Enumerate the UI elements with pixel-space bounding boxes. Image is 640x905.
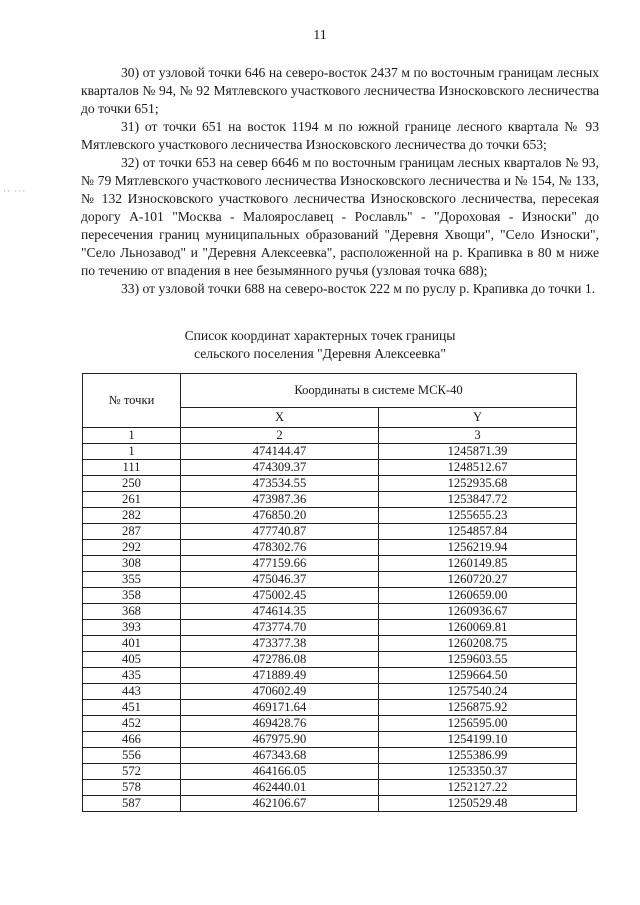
y-cell: 1260069.81 (379, 620, 577, 636)
x-cell: 472786.08 (181, 652, 379, 668)
table-row (83, 748, 577, 764)
column-number-3: 3 (379, 428, 577, 444)
paragraph-33: 33) от узловой точки 688 на северо-восток 222 м по руслу р. Крапивка до точки 1. (121, 281, 596, 296)
point-cell: 358 (83, 588, 181, 604)
table-row (83, 460, 577, 476)
y-cell: 1260720.27 (379, 572, 577, 588)
point-cell: 308 (83, 556, 181, 572)
table-row (83, 604, 577, 620)
point-cell: 556 (83, 748, 181, 764)
x-cell: 477159.66 (181, 556, 379, 572)
point-cell: 443 (83, 684, 181, 700)
table-row (83, 524, 577, 540)
table-row (83, 508, 577, 524)
x-cell: 470602.49 (181, 684, 379, 700)
y-cell: 1256219.94 (379, 540, 577, 556)
table-caption-line-2: сельского поселения "Деревня Алексеевка" (194, 346, 446, 361)
y-cell: 1253350.37 (379, 764, 577, 780)
table-row (83, 732, 577, 748)
margin-scan-artifact: ·· ··· (3, 186, 27, 196)
point-cell: 111 (83, 460, 181, 476)
table-row (83, 444, 577, 460)
paragraph-32: 32) от точки 653 на север 6646 м по восточным границам лесных кварталов № 93, № 79 Мятлевского участкового лесничества Износковского лесничества и № 154, № 133, № 132 Износковского участкового лесничества Износковского лесничества, пересекая дорогу А-101 "Москва - Малоярославец - Рославль" - "Дороховая - Износки" до пересечения границ муниципальных образований "Деревня Хвощи", "Село Износки", "Село Льнозавод" и "Деревня Алексеевка", расположенной на р. Крапивка в 80 м ниже по течению от впадения в нее безымянного ручья (узловая точка 688); (81, 155, 599, 278)
point-cell: 368 (83, 604, 181, 620)
y-cell: 1253847.72 (379, 492, 577, 508)
paragraph-30: 30) от узловой точки 646 на северо-восток 2437 м по восточным границам лесных кварталов № 94, № 92 Мятлевского участкового лесничества Износковского лесничества до точки 651; (81, 65, 599, 116)
point-cell: 587 (83, 796, 181, 812)
table-row (83, 588, 577, 604)
point-cell: 578 (83, 780, 181, 796)
y-cell: 1250529.48 (379, 796, 577, 812)
x-cell: 478302.76 (181, 540, 379, 556)
coordinates-table-body (83, 444, 577, 812)
table-caption-line-1: Список координат характерных точек границы (184, 328, 456, 343)
y-cell: 1260659.00 (379, 588, 577, 604)
column-number-1: 1 (83, 428, 181, 444)
point-cell: 435 (83, 668, 181, 684)
paragraph-31: 31) от точки 651 на восток 1194 м по южной границе лесного квартала № 93 Мятлевского участкового лесничества Износковского лесничества до точки 653; (81, 119, 599, 152)
table-row (83, 796, 577, 812)
y-cell: 1256595.00 (379, 716, 577, 732)
y-cell: 1256875.92 (379, 700, 577, 716)
x-cell: 469428.76 (181, 716, 379, 732)
x-cell: 471889.49 (181, 668, 379, 684)
table-row (83, 540, 577, 556)
coordinates-table (82, 373, 577, 812)
x-cell: 464166.05 (181, 764, 379, 780)
table-row (83, 684, 577, 700)
y-cell: 1259664.50 (379, 668, 577, 684)
table-row (83, 492, 577, 508)
y-cell: 1259603.55 (379, 652, 577, 668)
point-cell: 287 (83, 524, 181, 540)
boundary-description (81, 64, 599, 298)
header-point-number: № точки (83, 374, 181, 428)
y-cell: 1248512.67 (379, 460, 577, 476)
point-cell: 261 (83, 492, 181, 508)
y-cell: 1257540.24 (379, 684, 577, 700)
x-cell: 467343.68 (181, 748, 379, 764)
x-cell: 476850.20 (181, 508, 379, 524)
point-cell: 1 (83, 444, 181, 460)
point-cell: 393 (83, 620, 181, 636)
x-cell: 473774.70 (181, 620, 379, 636)
y-cell: 1260149.85 (379, 556, 577, 572)
x-cell: 474144.47 (181, 444, 379, 460)
table-row (83, 652, 577, 668)
x-cell: 475046.37 (181, 572, 379, 588)
point-cell: 250 (83, 476, 181, 492)
table-row (83, 476, 577, 492)
table-row (83, 620, 577, 636)
x-cell: 474614.35 (181, 604, 379, 620)
y-cell: 1255655.23 (379, 508, 577, 524)
point-cell: 405 (83, 652, 181, 668)
point-cell: 452 (83, 716, 181, 732)
y-cell: 1245871.39 (379, 444, 577, 460)
y-cell: 1254857.84 (379, 524, 577, 540)
point-cell: 282 (83, 508, 181, 524)
point-cell: 572 (83, 764, 181, 780)
x-cell: 469171.64 (181, 700, 379, 716)
table-caption (0, 327, 640, 363)
table-row (83, 716, 577, 732)
point-cell: 451 (83, 700, 181, 716)
page-number: 11 (313, 28, 327, 43)
x-cell: 475002.45 (181, 588, 379, 604)
y-cell: 1252127.22 (379, 780, 577, 796)
x-cell: 473534.55 (181, 476, 379, 492)
x-cell: 462440.01 (181, 780, 379, 796)
y-cell: 1260936.67 (379, 604, 577, 620)
point-cell: 292 (83, 540, 181, 556)
y-cell: 1252935.68 (379, 476, 577, 492)
table-row (83, 556, 577, 572)
point-cell: 401 (83, 636, 181, 652)
table-row (83, 764, 577, 780)
y-cell: 1255386.99 (379, 748, 577, 764)
y-cell: 1260208.75 (379, 636, 577, 652)
column-number-2: 2 (181, 428, 379, 444)
table-row (83, 700, 577, 716)
x-cell: 474309.37 (181, 460, 379, 476)
table-row (83, 572, 577, 588)
point-cell: 466 (83, 732, 181, 748)
x-cell: 477740.87 (181, 524, 379, 540)
header-coordinate-system: Координаты в системе МСК-40 (181, 374, 577, 408)
x-cell: 473987.36 (181, 492, 379, 508)
point-cell: 355 (83, 572, 181, 588)
x-cell: 467975.90 (181, 732, 379, 748)
x-cell: 462106.67 (181, 796, 379, 812)
header-y: Y (379, 408, 577, 428)
table-row (83, 780, 577, 796)
y-cell: 1254199.10 (379, 732, 577, 748)
table-row (83, 668, 577, 684)
header-x: X (181, 408, 379, 428)
x-cell: 473377.38 (181, 636, 379, 652)
table-row (83, 636, 577, 652)
